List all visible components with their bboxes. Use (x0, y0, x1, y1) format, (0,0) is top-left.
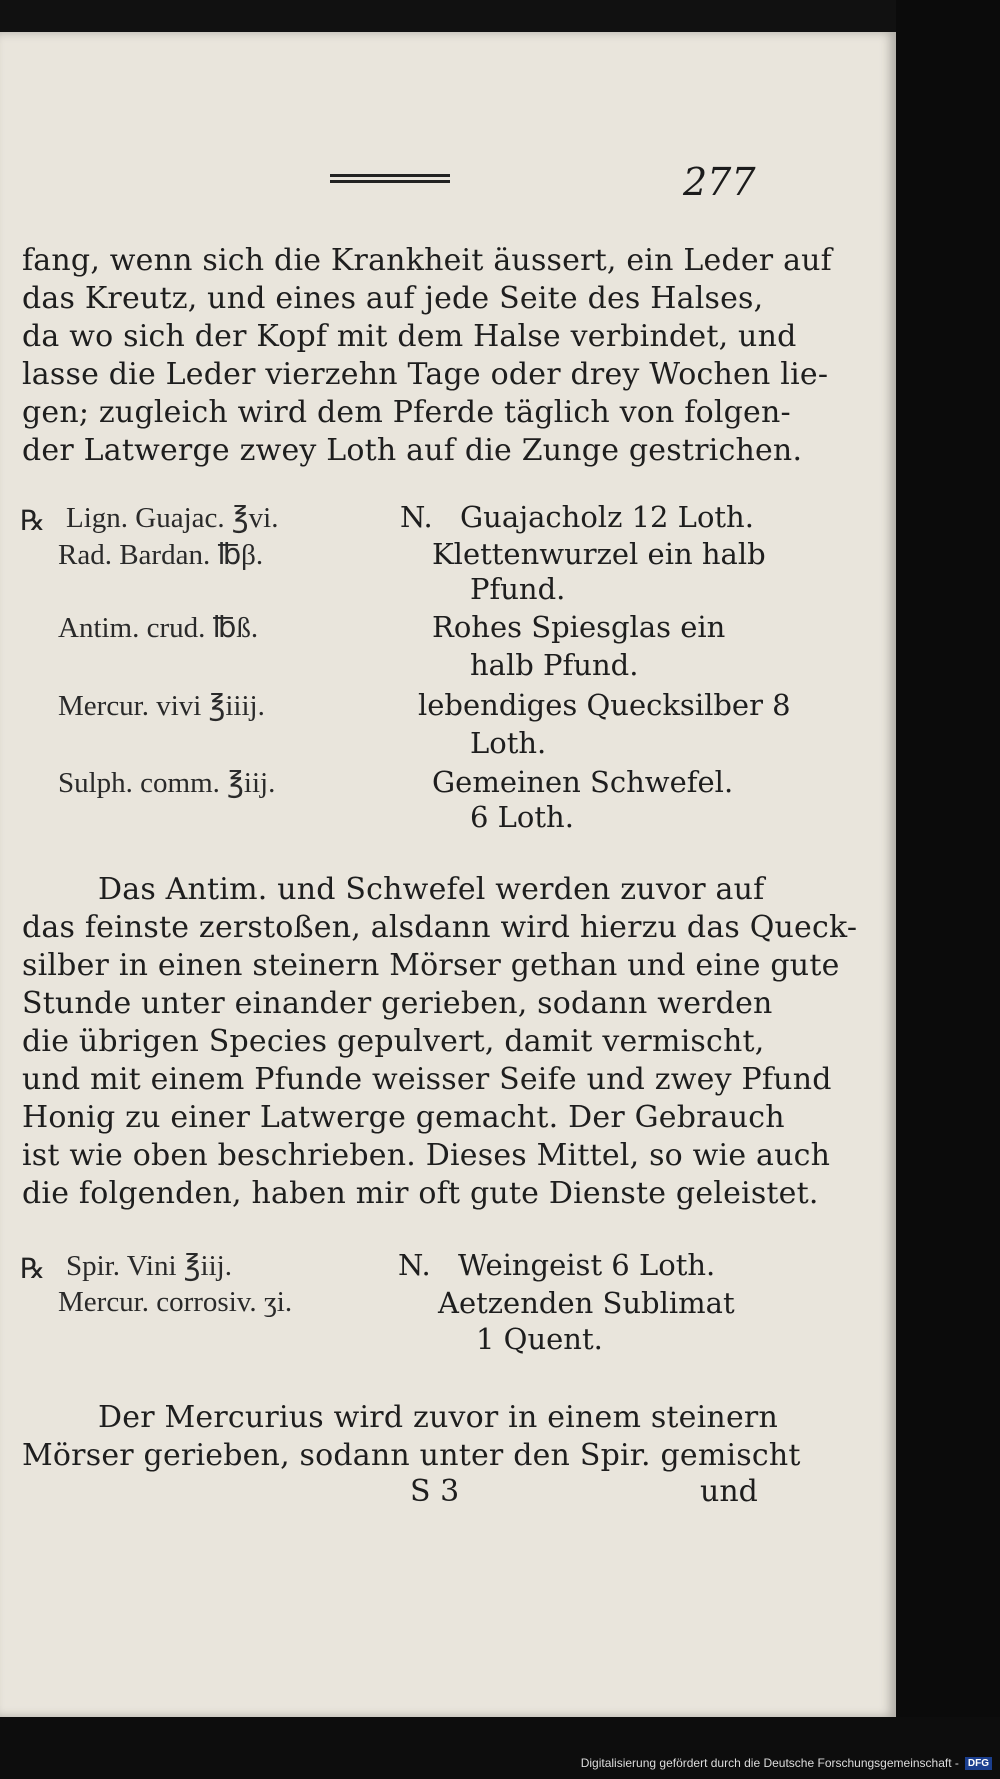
latin-ingredient: Spir. Vini ℥iij. (66, 1250, 232, 1282)
text-line: fang, wenn sich die Krankheit äussert, ein Leder auf (22, 243, 832, 278)
latin-ingredient: Mercur. corrosiv. ʒi. (58, 1286, 293, 1318)
text-line: die übrigen Species gepulvert, damit vermischt, (22, 1024, 765, 1059)
dfg-logo: DFG (965, 1757, 992, 1770)
text-line: da wo sich der Kopf mit dem Halse verbindet, und (22, 319, 797, 354)
recipe-symbol: ℞ (20, 1252, 46, 1285)
latin-ingredient: Rad. Bardan. ℔β. (58, 539, 264, 571)
text-line: der Latwerge zwey Loth auf die Zunge gestrichen. (22, 433, 803, 468)
scan-border-right (896, 0, 1000, 1779)
recipe-symbol: ℞ (20, 504, 46, 537)
german-ingredient: Rohes Spiesglas ein (432, 610, 726, 644)
text-line: das feinste zerstoßen, alsdann wird hierzu das Queck- (22, 910, 858, 945)
text-line: Das Antim. und Schwefel werden zuvor auf (98, 872, 765, 907)
page-number: 277 (683, 160, 756, 204)
credit-text: Digitalisierung gefördert durch die Deutsche Forschungsgemeinschaft - (580, 1756, 959, 1770)
signature-mark: S 3 (410, 1474, 460, 1509)
text-line: silber in einen steinern Mörser gethan und eine gute (22, 948, 840, 983)
text-line: das Kreutz, und eines auf jede Seite des Halses, (22, 281, 764, 316)
catchword: und (700, 1474, 758, 1509)
text-line: die folgenden, haben mir oft gute Dienste geleistet. (22, 1176, 819, 1211)
german-ingredient: lebendiges Quecksilber 8 (418, 688, 791, 722)
german-ingredient: 1 Quent. (476, 1322, 603, 1356)
latin-ingredient: Lign. Guajac. ℥vi. (66, 502, 279, 534)
header-rule (330, 174, 450, 186)
n-symbol: N. (398, 1248, 431, 1282)
text-line: Stunde unter einander gerieben, sodann werden (22, 986, 773, 1021)
latin-ingredient: Mercur. vivi ℥iiij. (58, 690, 265, 722)
german-ingredient: Loth. (470, 726, 547, 760)
german-ingredient: Guajacholz 12 Loth. (460, 500, 754, 534)
german-ingredient: 6 Loth. (470, 800, 574, 834)
digitization-credit (581, 1753, 992, 1773)
text-line: lasse die Leder vierzehn Tage oder drey Wochen lie- (22, 357, 829, 392)
latin-ingredient: Antim. crud. ℔ß. (58, 612, 259, 644)
text-line: und mit einem Pfunde weisser Seife und zwey Pfund (22, 1062, 832, 1097)
text-line: Der Mercurius wird zuvor in einem steinern (98, 1400, 778, 1435)
german-ingredient: Aetzenden Sublimat (438, 1286, 735, 1320)
german-ingredient: Pfund. (470, 572, 566, 606)
text-line: Honig zu einer Latwerge gemacht. Der Gebrauch (22, 1100, 785, 1135)
german-ingredient: Weingeist 6 Loth. (458, 1248, 716, 1282)
text-line: ist wie oben beschrieben. Dieses Mittel, so wie auch (22, 1138, 831, 1173)
text-line: gen; zugleich wird dem Pferde täglich von folgen- (22, 395, 791, 430)
latin-ingredient: Sulph. comm. ℥iij. (58, 767, 276, 799)
n-symbol: N. (400, 500, 433, 534)
german-ingredient: halb Pfund. (470, 648, 639, 682)
text-line: Mörser gerieben, sodann unter den Spir. gemischt (22, 1438, 801, 1473)
scan-border-bottom (0, 1717, 1000, 1779)
german-ingredient: Klettenwurzel ein halb (432, 537, 766, 571)
german-ingredient: Gemeinen Schwefel. (432, 765, 734, 799)
